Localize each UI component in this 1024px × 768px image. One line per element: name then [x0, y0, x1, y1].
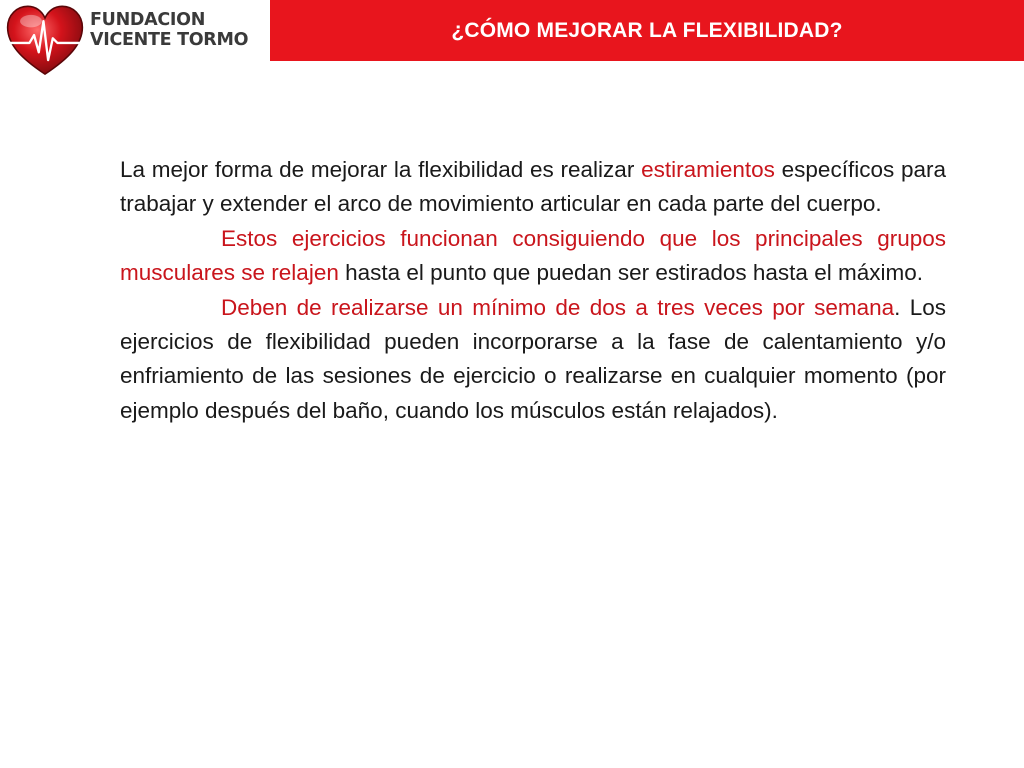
logo-line-1: FUNDACION [90, 10, 206, 30]
p2-text-b: hasta el punto que puedan ser estirados hasta el máximo. [338, 260, 923, 286]
title-bar [270, 0, 1024, 61]
paragraph-1 [120, 153, 946, 222]
p1-text-a: La mejor forma de mejorar la flexibilidad es realizar [120, 157, 642, 182]
logo-text [90, 10, 248, 50]
p1-text-c: específicos para trabajar y extender el arco de movimiento articular en cada parte del cuerpo. [120, 157, 947, 217]
p3-text-b: . Los ejercicios de flexibilidad pueden incorporarse a la fase de calentamiento y/o enfriamiento de las sesiones de ejercicio o realizarse en cualquier momento (por ejemplo después del baño, cuando los músculos están relajados). [120, 294, 946, 423]
p3-highlight: Deben de realizarse un mínimo de dos a tres veces por semana [221, 294, 895, 320]
p2-highlight: Estos ejercicios funcionan consiguiendo que los principales grupos musculares se relajen [120, 225, 946, 286]
page-title: ¿CÓMO MEJORAR LA FLEXIBILIDAD? [451, 18, 843, 42]
heart-ecg-icon [6, 4, 84, 78]
body-text [120, 153, 946, 428]
paragraph-3 [120, 291, 946, 429]
logo-line-2: VICENTE TORMO [90, 30, 249, 50]
foundation-logo [4, 2, 266, 78]
p1-highlight: estiramientos [641, 157, 775, 182]
paragraph-2 [120, 222, 946, 291]
